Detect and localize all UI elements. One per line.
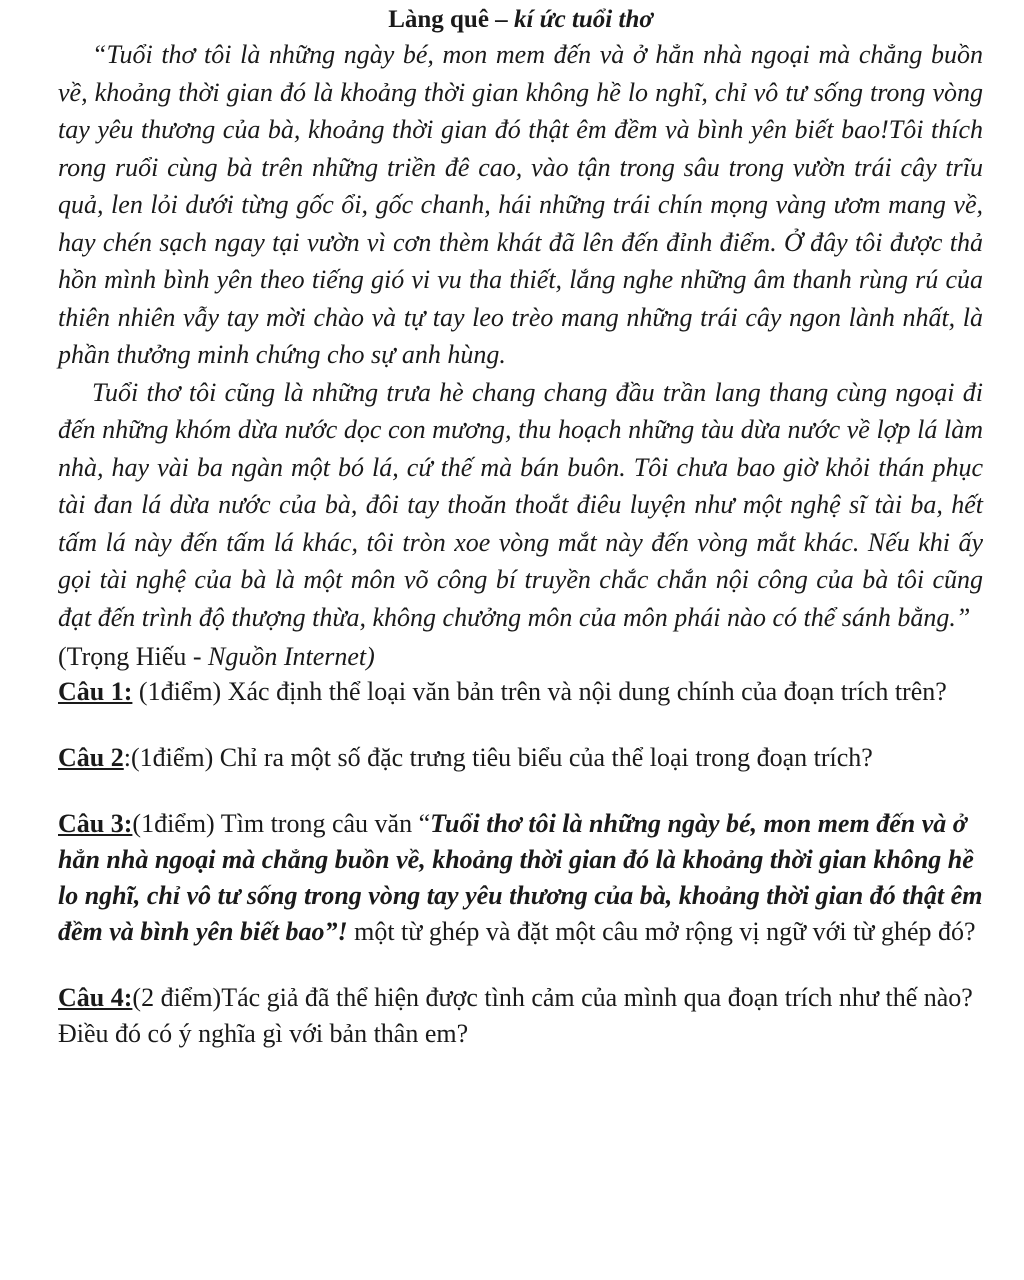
source-citation (58, 640, 983, 674)
question-2-text: :(1điểm) Chỉ ra một số đặc trưng tiêu biểu của thể loại trong đoạn trích? (123, 743, 873, 772)
spacer (58, 950, 983, 980)
question-3-text-after: một từ ghép và đặt một câu mở rộng vị ngữ với từ ghép đó? (347, 917, 976, 946)
spacer (58, 776, 983, 806)
question-1-text: (1điểm) Xác định thể loại văn bản trên và nội dung chính của đoạn trích trên? (132, 677, 947, 706)
spacer (58, 710, 983, 740)
document-title (58, 4, 983, 36)
question-3-text-before: (1điểm) Tìm trong câu văn “ (132, 809, 431, 838)
title-main: Làng quê – (388, 6, 514, 33)
question-4-text: (2 điểm)Tác giả đã thể hiện được tình cảm của mình qua đoạn trích như thế nào? Điều đó có ý nghĩa gì với bản thân em? (58, 983, 973, 1048)
question-3-label: Câu 3: (58, 809, 133, 838)
source-origin: Nguồn Internet) (207, 642, 375, 671)
question-4 (58, 980, 983, 1052)
question-4-label: Câu 4: (58, 983, 133, 1012)
passage-paragraph-1: “Tuổi thơ tôi là những ngày bé, mon mem đến và ở hẳn nhà ngoại mà chẳng buồn về, khoảng thời gian đó là khoảng thời gian không hề lo nghĩ, chỉ vô tư sống trong vòng tay yêu thương của bà, khoảng thời gian đó thật êm đềm và bình yên biết bao!Tôi thích rong ruổi cùng bà trên những triền đê cao, vào tận trong sâu trong vườn trái cây trĩu quả, len lỏi dưới từng gốc ổi, gốc chanh, hái những trái chín mọng vàng ươm mang về, hay chén sạch ngay tại vườn vì cơn thèm khát đã lên đến đỉnh điểm. Ở đây tôi được thả hồn mình bình yên theo tiếng gió vi vu tha thiết, lắng nghe những âm thanh rùng rú của thiên nhiên vẫy tay mời chào và tự tay leo trèo mang những trái cây ngon lành nhất, là phần thưởng minh chứng cho sự anh hùng. (58, 40, 983, 369)
passage-paragraph-2: Tuổi thơ tôi cũng là những trưa hè chang chang đầu trần lang thang cùng ngoại đi đến những khóm dừa nước dọc con mương, thu hoạch những tàu dừa nước về lợp lá làm nhà, hay vài ba ngàn một bó lá, cứ thế mà bán buôn. Tôi chưa bao giờ khỏi thán phục tài đan lá dừa nước của bà, đôi tay thoăn thoắt điêu luyện như một nghệ sĩ tài ba, hết tấm lá này đến tấm lá khác, tôi tròn xoe vòng mắt này đến vòng mắt khác. Nếu khi ấy gọi tài nghệ của bà là một môn võ công bí truyền chắc chắn nội công của bà tôi cũng đạt đến trình độ thượng thừa, không chưởng môn của môn phái nào có thể sánh bằng.” (58, 377, 983, 632)
title-italic: kí ức tuổi thơ (513, 6, 653, 33)
question-1 (58, 674, 983, 710)
source-author: (Trọng Hiếu - (58, 642, 208, 671)
question-3-quote: Tuổi thơ tôi là những ngày bé, mon mem đến và ở hẳn nhà ngoại mà chẳng buồn về, khoảng thời gian đó là khoảng thời gian không hề lo nghĩ, chỉ vô tư sống trong vòng tay yêu thương của bà, khoảng thời gian đó thật êm đềm và bình yên biết bao”! (58, 809, 983, 946)
question-1-label: Câu 1: (58, 677, 133, 706)
document-page (58, 4, 983, 1052)
question-3 (58, 806, 983, 950)
question-2-label: Câu 2 (58, 743, 124, 772)
question-2 (58, 740, 983, 776)
